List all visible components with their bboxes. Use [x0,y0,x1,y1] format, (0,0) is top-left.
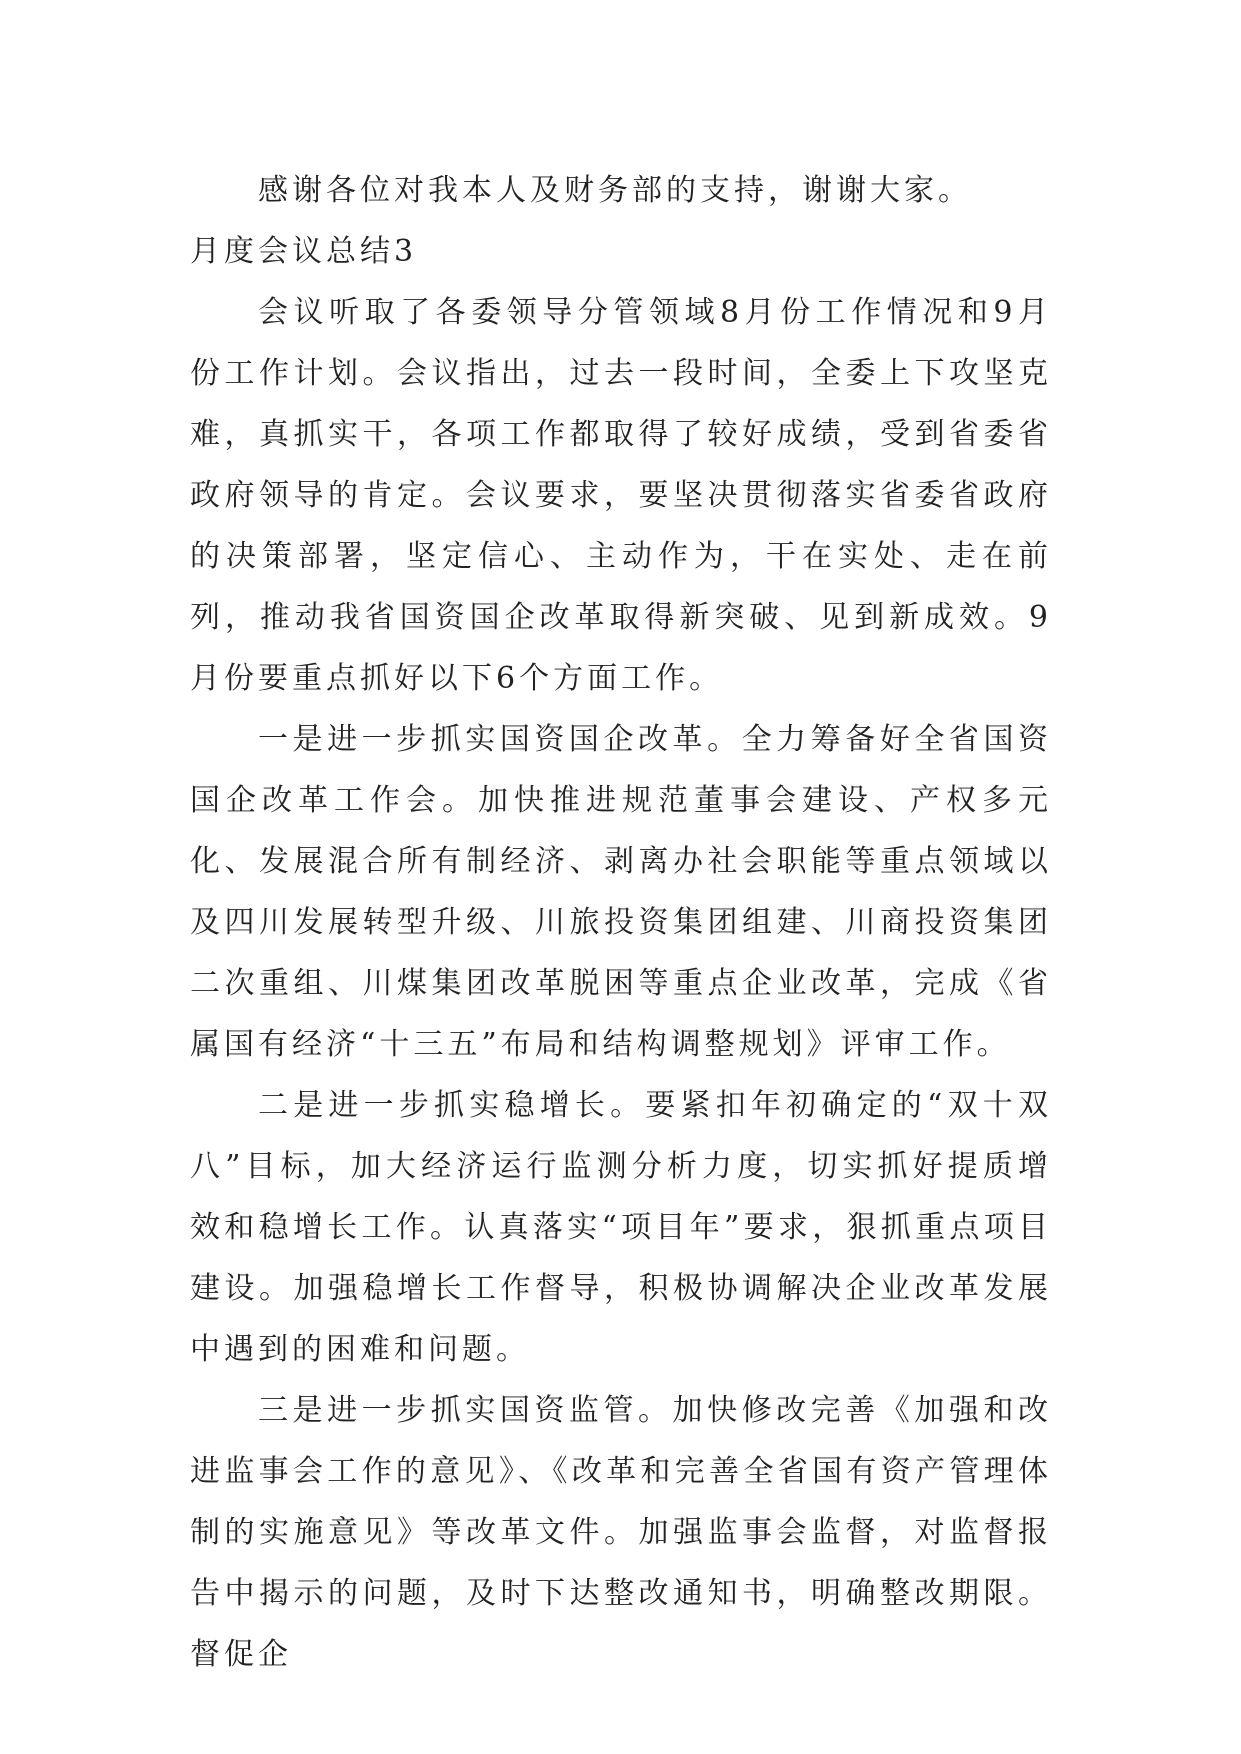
paragraph-point-two: 二是进一步抓实稳增长。要紧扣年初确定的“双十双八”目标，加大经济运行监测分析力度，切实抓好提质增效和稳增长工作。认真落实“项目年”要求，狠抓重点项目建设。加强稳增长工作督导，积极协调解决企业改革发展中遇到的困难和问题。 [190,1088,1052,1367]
paragraph-meeting-summary: 会议听取了各委领导分管领域8月份工作情况和9月份工作计划。会议指出，过去一段时间，全委上下攻坚克难，真抓实干，各项工作都取得了较好成绩，受到省委省政府领导的肯定。会议要求，要坚决贯彻落实省委省政府的决策部署，坚定信心、主动作为，干在实处、走在前列，推动我省国资国企改革取得新突破、见到新成效。9月份要重点抓好以下6个方面工作。 [190,295,1052,696]
section-title: 月度会议总结3 [190,234,418,269]
paragraph-point-three: 三是进一步抓实国资监管。加快修改完善《加强和改进监事会工作的意见》、《改革和完善全省国有资产管理体制的实施意见》等改革文件。加强监事会监督，对监督报告中揭示的问题，及时下达整改通知书，明确整改期限。督促企 [190,1393,1052,1672]
opening-line: 感谢各位对我本人及财务部的支持，谢谢大家。 [258,173,972,208]
paragraph-point-one: 一是进一步抓实国资国企改革。全力筹备好全省国资国企改革工作会。加快推进规范董事会建设、产权多元化、发展混合所有制经济、剥离办社会职能等重点领域以及四川发展转型升级、川旅投资集团组建、川商投资集团二次重组、川煤集团改革脱困等重点企业改革，完成《省属国有经济“十三五”布局和结构调整规划》评审工作。 [190,722,1052,1062]
document-body [190,160,1052,1685]
